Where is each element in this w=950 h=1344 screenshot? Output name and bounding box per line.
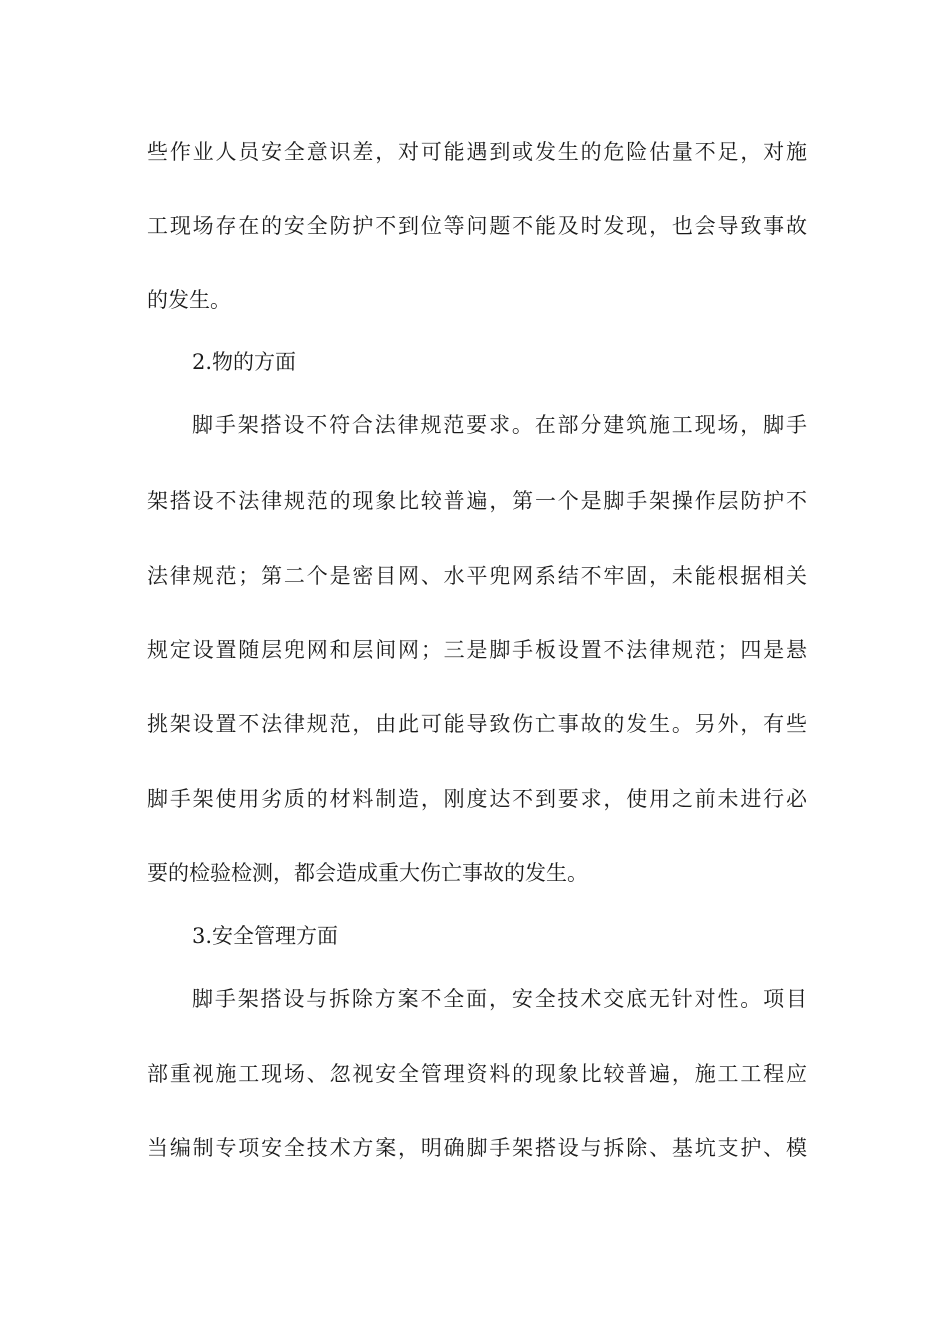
paragraph-2-line-2: 架搭设不法律规范的现象比较普遍，第一个是脚手架操作层防护不 [147, 489, 807, 513]
paragraph-2-line-6: 脚手架使用劣质的材料制造，刚度达不到要求，使用之前未进行必 [147, 787, 807, 811]
paragraph-3-line-2: 部重视施工现场、忽视安全管理资料的现象比较普遍，施工工程应 [147, 1062, 807, 1086]
paragraph-2-line-3: 法律规范；第二个是密目网、水平兜网系结不牢固，未能根据相关 [147, 564, 807, 588]
paragraph-1-line-3: 的发生。 [147, 288, 231, 312]
paragraph-2-line-5: 挑架设置不法律规范，由此可能导致伤亡事故的发生。另外，有些 [147, 712, 807, 736]
paragraph-1-line-1: 些作业人员安全意识差，对可能遇到或发生的危险估量不足，对施 [147, 140, 807, 164]
paragraph-2-line-7: 要的检验检测，都会造成重大伤亡事故的发生。 [147, 861, 588, 885]
paragraph-1-line-2: 工现场存在的安全防护不到位等问题不能及时发现，也会导致事故 [147, 214, 807, 238]
paragraph-3-line-1: 脚手架搭设与拆除方案不全面，安全技术交底无针对性。项目 [192, 987, 807, 1011]
paragraph-2-line-1: 脚手架搭设不符合法律规范要求。在部分建筑施工现场，脚手 [192, 413, 807, 437]
section-heading-3: 3.安全管理方面 [192, 924, 339, 948]
paragraph-2-line-4: 规定设置随层兜网和层间网；三是脚手板设置不法律规范；四是悬 [147, 638, 807, 662]
section-heading-2: 2.物的方面 [192, 350, 297, 374]
paragraph-3-line-3: 当编制专项安全技术方案，明确脚手架搭设与拆除、基坑支护、模 [147, 1136, 807, 1160]
